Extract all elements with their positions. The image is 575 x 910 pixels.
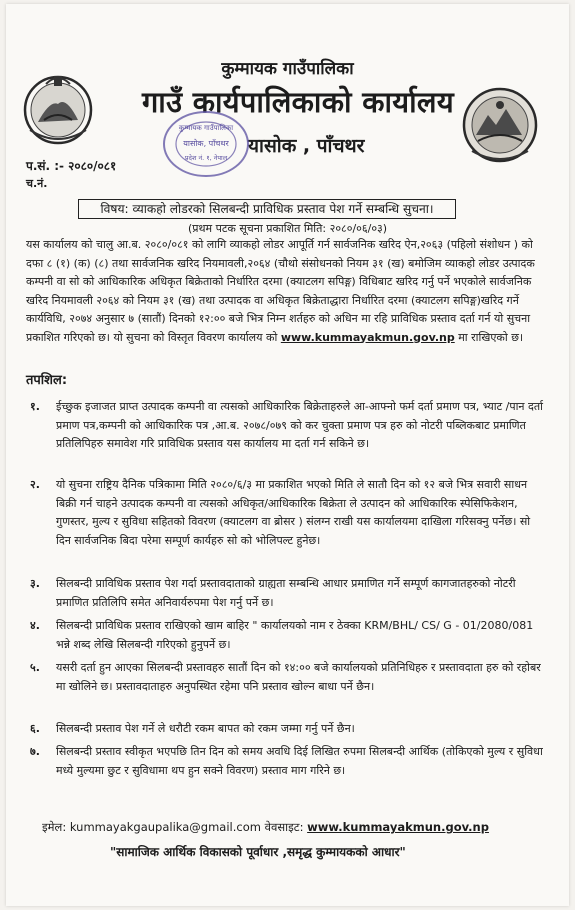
stamp-line-3: प्रदेश नं. १, नेपाल [184,154,228,162]
email-address[interactable]: kummayakgaupalika@gmail.com [69,820,261,834]
item-text: यसरी दर्ता हुन आएका सिलबन्दी प्रस्तावहरु सातौं दिन को १४:०० बजे कार्यालयको प्रतिनिधिहरु र प्रस्तावदाता हरु को रहोबर मा खोलिने छ। प्रस्तावदाताहरु अनुपस्थित रहेमा पनि प्रस्ताव खोल्न बाधा पर्ने छैन। [56,661,541,693]
details-heading: तपशिल: [26,373,68,388]
list-item [30,659,548,696]
stamp-line-2: यासोक, पाँचथर [183,139,229,148]
stamp-line-1: कुम्मायक गाउँपालिका [178,124,234,132]
list-item [30,720,548,739]
nepal-emblem-left-icon [20,70,96,146]
item-number: ६. [30,722,40,735]
office-stamp [160,108,252,180]
item-text: सिलबन्दी प्राविधिक प्रस्ताव पेश गर्दा प्रस्तावदाताको ग्राह्यता सम्बन्धि आधार प्रमाणित गर्ने सम्पूर्ण कागजातहरुको नोटरी प्रमाणित प्रतिलिपि समेत अनिवार्यरुपमा पेश गर्नु पर्ने छ। [56,577,516,609]
office-title: गाउँ कार्यपालिकाको कार्यालय [141,85,455,119]
email-label: इमेल: [42,820,67,834]
intro-end: मा राखिएको छ। [454,330,524,344]
list-item [30,398,548,454]
item-number: १. [30,400,40,413]
dispatch-number: च.नं. [26,177,48,190]
office-address: यासोक , पाँचथर [248,135,365,157]
list-item [30,476,548,550]
list-item [30,743,548,780]
intro-website-link[interactable]: www.kummayakmun.gov.np [280,330,455,344]
item-number: ३. [30,577,40,590]
item-number: २. [30,478,40,491]
item-text: यो सुचना राष्ट्रिय दैनिक पत्रिकामा मिति २०८०/६/३ मा प्रकाशित भएको मिति ले सातौ दिन को १२ बजे भित्र सवारी साधन बिक्री गर्न चाहने उत्पादक कम्पनी वा त्यसको अधिकृत/आधिकारिक बिक्रेता ले उत्पादन को आधिकारिक स्पेसिफिकेशन, गुणस्तर, मुल्य र सुविधा सहितको विवरण (क्याटलग वा ब्रोसर ) संलग्न राखी यस कार्यालयमा दाखिला गरिसक्नु पर्नेछ। सो दिन सार्वजनिक बिदा परेमा सम्पूर्ण कार्यहरु सो को भोलिपल्ट हुनेछ। [56,478,531,547]
ref-number: प.सं. :- २०८०/०८१ [26,159,117,173]
intro-paragraph [26,236,548,347]
footer-slogan: "सामाजिक आर्थिक विकासको पूर्वाधार ,समृद्ध कुम्मायकको आधार" [110,845,406,859]
item-text: सिलबन्दी प्रस्ताव पेश गर्ने ले धरौटी रकम बापत को रकम जम्मा गर्नु पर्ने छैन। [56,722,355,735]
municipality-name: कुम्मायक गाउँपालिका [221,59,354,79]
item-text: सिलबन्दी प्राविधिक प्रस्ताव राखिएको खाम बाहिर " कार्यालयको नाम र ठेक्का KRM/BHL/ CS/ G - 01/2080/081 भन्ने शब्द लेखि सिलबन्दी गरिएको हुनुपर्ने छ। [56,619,534,651]
list-item [30,617,548,654]
publication-date-note: (प्रथम पटक सूचना प्रकाशित मिति: २०८०/०६/०३) [187,222,388,235]
item-number: ५. [30,661,40,674]
item-text: सिलबन्दी प्रस्ताव स्वीकृत भएपछि तिन दिन को समय अवधि दिई लिखित रुपमा सिलबन्दी आर्थिक (तोकिएको मुल्य र सुविधा मध्ये मुल्यमा छुट र सुविधामा थप हुन सक्ने विवरण) प्रस्ताव माग गरिने छ। [56,745,543,777]
item-number: ४. [30,619,40,632]
intro-text: यस कार्यालय को चालु आ.ब. २०८०/०८१ को लागि व्याकहो लोडर आपूर्ति गर्न सार्वजनिक खरिद ऐन,२०६३ (पहिलो संशोधन ) को दफा ८ (१) (क) (८) तथा सार्वजनिक खरिद नियमावली,२०६४ (चौथो संसोधनको नियम ३१ (ख) बमोजिम व्याकहो लोडर उत्पादक कम्पनी वा सो को आधिकारिक अधिकृत बिक्रेताको निर्धारित दरमा (क्याटलग सपिङ्ग) विधिबाट खरिद गर्नु पर्ने भएकोले सार्वजनिक खरिद नियमावली २०६४ को नियम ३१ (ख) तथा उत्पादक वा अधिकृत बिक्रेताद्धारा निर्धारित दरमा (क्याटलग सपिङ्ग)खरिद गर्ने कार्यविधि, २०७४ अनुसार ७ (सातौं) दिनको १२:०० बजे भित्र निम्न शर्तहरु को अधिन मा रहि प्राविधिक प्रस्ताव दर्ता गर्न यो सुचना प्रकाशित गरिएको छ। यो सुचना को विस्तृत विवरण कार्यालय को [26,238,535,344]
list-item [30,575,548,612]
footer-website-link[interactable]: www.kummayakmun.gov.np [307,820,489,834]
item-text: ईच्छुक इजाजत प्राप्त उत्पादक कम्पनी वा त्यसको आधिकारिक बिक्रेताहरुले आ-आफ्नो फर्म दर्ता प्रमाण पत्र, भ्याट /पान दर्ता प्रमाण पत्र,कम्पनी को आधिकारिक पत्र ,आ.ब. २०७८/०७९ को कर चुक्ता प्रमाण पत्र हरु को नोटरी पब्लिकबाट प्रमाणित प्रतिलिपिहरु समावेश गरि प्राविधिक प्रस्ताव यस कार्यालय मा दर्ता गर्न सकिने छ। [56,400,543,450]
website-label: वेवसाइट: [264,820,304,834]
footer-contact [42,820,489,835]
notice-subject: विषय: व्याकहो लोडरको सिलबन्दी प्राविधिक प्रस्ताव पेश गर्ने सम्बन्धि सुचना। [78,199,456,219]
item-number: ७. [30,745,40,758]
